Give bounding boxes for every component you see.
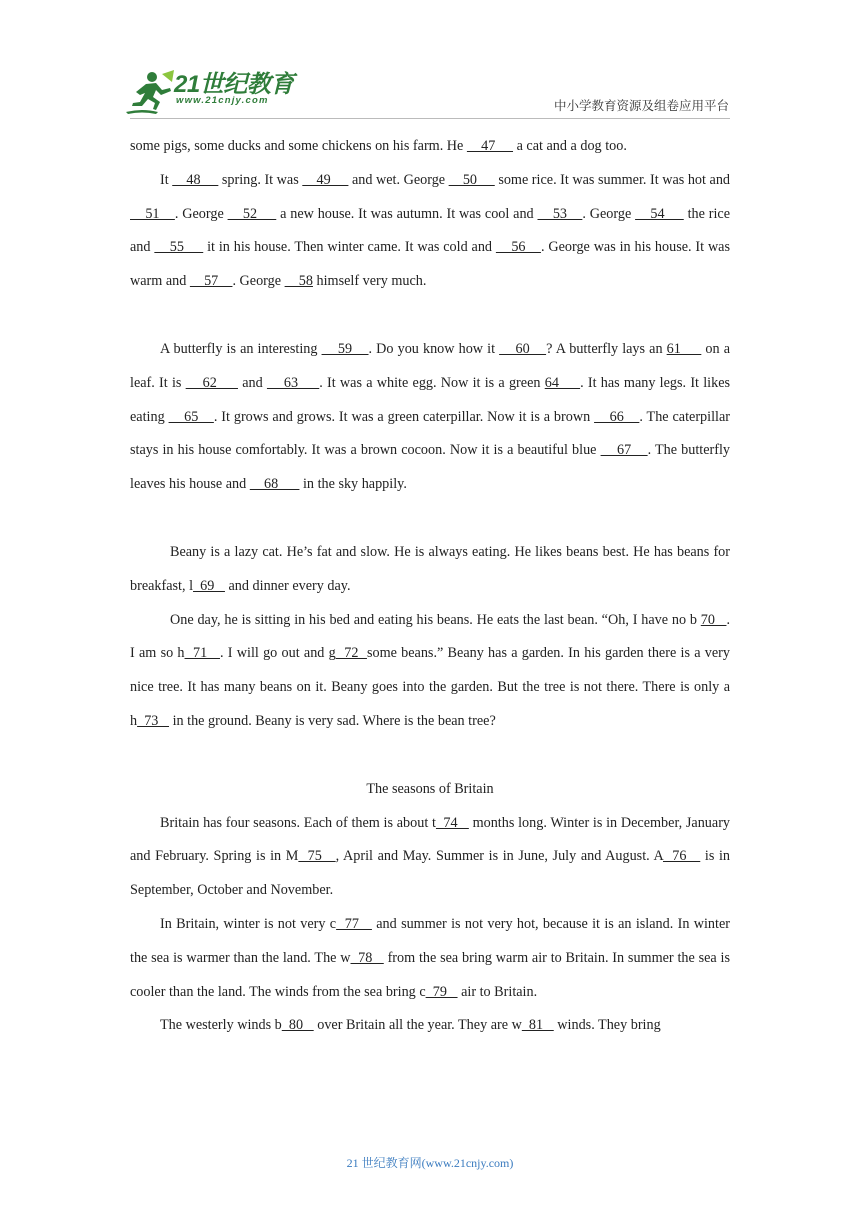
answer-blank[interactable]: 75 xyxy=(298,848,336,865)
passage-gap xyxy=(130,502,730,536)
answer-blank[interactable]: 56 xyxy=(495,239,541,256)
site-logo[interactable] xyxy=(122,68,292,116)
answer-blank[interactable]: 51 xyxy=(130,205,175,222)
answer-blank[interactable]: 77 xyxy=(336,915,372,932)
answer-blank[interactable]: 60 xyxy=(499,340,547,357)
answer-blank[interactable]: 54 xyxy=(635,205,684,222)
answer-blank[interactable]: 49 xyxy=(302,171,349,188)
answer-blank[interactable]: 55 xyxy=(154,239,204,256)
answer-blank[interactable]: 52 xyxy=(227,205,277,222)
answer-blank[interactable]: 62 xyxy=(185,374,238,391)
answer-blank[interactable]: 66 xyxy=(594,408,640,425)
answer-blank[interactable]: 58 xyxy=(284,273,313,290)
passage-gap xyxy=(130,739,730,773)
paragraph: Britain has four seasons. Each of them is about t 74 months long. Winter is in December, January and February. Spring is in M 75 , April and May. Summer is in June, July and August. A 76 is in September, October and November. xyxy=(130,814,731,899)
paragraph: In Britain, winter is not very c 77 and summer is not very hot, because it is an island. In winter the sea is warmer than the land. The w 78 from the sea bring warm air to Britain. In summer the sea is cooler than the land. The winds from the sea bring c 79 air to Britain. xyxy=(130,915,730,1000)
paragraph: some pigs, some ducks and some chickens on his farm. He 47 a cat and a dog too. xyxy=(130,138,627,154)
answer-blank[interactable]: 80 xyxy=(281,1017,314,1034)
answer-blank[interactable]: 65 xyxy=(168,408,214,425)
answer-blank[interactable]: 68 xyxy=(249,476,300,493)
paragraph: A butterfly is an interesting 59 . Do you know how it 60 ? A butterfly lays an 61 on a leaf. It is 62 and 63 . It was a white egg. Now it is a green 64 . It has many legs. It likes eating 65 . It grows and grows. It was a green caterpillar. Now it is a brown 66 . The caterpillar stays in his house comfortably. It was a brown cocoon. Now it is a beautiful blue 67 . The butterfly leaves his house and 68 in the sky happily. xyxy=(130,340,731,493)
page-footer: 21 世纪教育网(www.21cnjy.com) xyxy=(346,1156,514,1170)
answer-blank[interactable]: 67 xyxy=(600,442,648,459)
paragraph: Beany is a lazy cat. He’s fat and slow. He is always eating. He likes beans best. He has beans for breakfast, l 69 and dinner every day. xyxy=(130,543,730,594)
answer-blank[interactable]: 78 xyxy=(350,949,384,966)
answer-blank[interactable]: 81 xyxy=(521,1017,554,1034)
answer-blank[interactable]: 70 xyxy=(700,611,727,628)
passage-title: The seasons of Britain xyxy=(366,780,494,797)
answer-blank[interactable]: 63 xyxy=(266,374,320,391)
answer-blank[interactable]: 50 xyxy=(448,171,495,188)
passage-gap xyxy=(130,299,730,333)
answer-blank[interactable]: 59 xyxy=(321,340,369,357)
paragraph: It 48 spring. It was 49 and wet. George 50 some rice. It was summer. It was hot and 51 . George 52 a new house. It was autumn. It was cool and 53 . George 54 the rice and 55 it in his house. Then winter came. It was cold and 56 . George was in his house. It was warm and 57 . George 58 himself very much. xyxy=(130,171,731,290)
answer-blank[interactable]: 57 xyxy=(189,273,233,290)
answer-blank[interactable]: 61 xyxy=(666,340,702,357)
document-body xyxy=(130,130,730,1043)
page-header xyxy=(0,0,860,120)
logo-url: www.21cnjy.com xyxy=(176,95,269,106)
header-tagline: 中小学教育资源及组卷应用平台 xyxy=(553,98,729,113)
answer-blank[interactable]: 79 xyxy=(425,983,458,1000)
answer-blank[interactable]: 48 xyxy=(172,171,219,188)
answer-blank[interactable]: 53 xyxy=(537,205,583,222)
answer-blank[interactable]: 69 xyxy=(193,577,225,594)
answer-blank[interactable]: 72 xyxy=(335,645,367,662)
answer-blank[interactable]: 47 xyxy=(466,138,514,154)
answer-blank[interactable]: 76 xyxy=(662,848,701,865)
paragraph: One day, he is sitting in his bed and eating his beans. He eats the last bean. “Oh, I have no b 70 . I am so h 71 . I will go out and g 72 some beans.” Beany has a garden. In his garden there is a very nice tree. It has many beans on it. Beany goes into the garden. But the tree is not there. There is only a h 73 in the ground. Beany is very sad. Where is the bean tree? xyxy=(130,611,730,729)
header-divider xyxy=(130,118,730,119)
answer-blank[interactable]: 71 xyxy=(184,645,220,662)
runner-logo-icon xyxy=(122,68,178,116)
answer-blank[interactable]: 64 xyxy=(544,374,581,391)
answer-blank[interactable]: 74 xyxy=(435,814,469,831)
paragraph: The westerly winds b 80 over Britain all the year. They are w 81 winds. They bring xyxy=(160,1017,661,1034)
answer-blank[interactable]: 73 xyxy=(137,712,170,729)
logo-text: 21世纪教育 xyxy=(174,71,294,98)
